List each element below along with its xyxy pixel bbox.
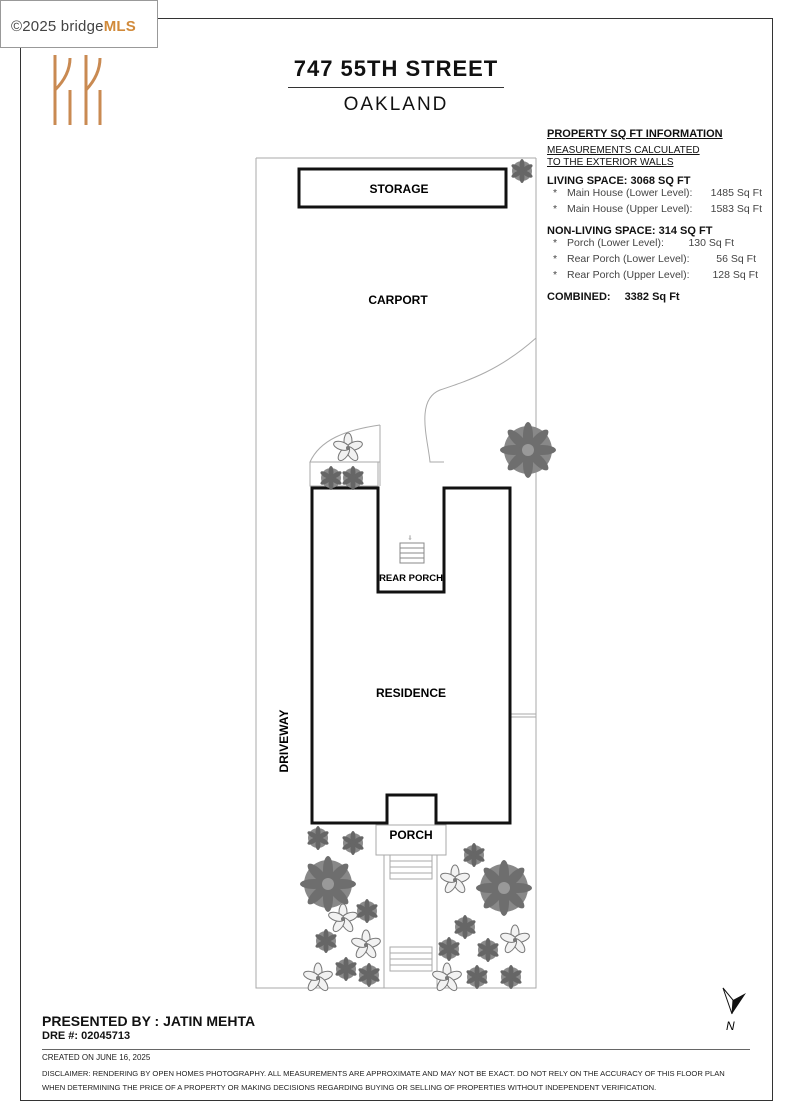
driveway-label: DRIVEWAY bbox=[277, 709, 291, 773]
north-arrow-icon bbox=[723, 988, 746, 1014]
leaf-plant-icon bbox=[499, 925, 530, 954]
residence-label: RESIDENCE bbox=[375, 686, 447, 700]
plant-icon bbox=[341, 831, 364, 855]
plant-icon bbox=[476, 938, 499, 962]
svg-text:⇩: ⇩ bbox=[407, 536, 413, 542]
plant-icon bbox=[499, 965, 522, 989]
shrub-icon bbox=[476, 860, 532, 916]
plant-icon bbox=[357, 963, 380, 987]
plant-icon bbox=[462, 843, 485, 867]
plant-icon bbox=[355, 899, 378, 923]
watermark-text: ©2025 bridgeMLS bbox=[11, 18, 136, 35]
shrub-icon bbox=[300, 856, 356, 912]
plant-icon bbox=[437, 937, 460, 961]
combined-total: COMBINED: 3382 Sq Ft bbox=[547, 291, 680, 303]
leaf-plant-icon bbox=[350, 930, 381, 959]
measurements-note: MEASUREMENTS CALCULATED TO THE EXTERIOR WALLS bbox=[547, 145, 700, 168]
dre-number: DRE #: 02045713 bbox=[42, 1030, 131, 1042]
leaf-plant-icon bbox=[332, 433, 363, 462]
living-space-total: LIVING SPACE: 3068 SQ FT bbox=[547, 175, 691, 187]
plant-icon bbox=[306, 826, 329, 850]
non-living-space-total: NON-LIVING SPACE: 314 SQ FT bbox=[547, 225, 713, 237]
list-item: * Rear Porch (Lower Level): 56 Sq Ft bbox=[553, 253, 756, 265]
property-address: 747 55TH STREET bbox=[293, 56, 499, 81]
carport-label: CARPORT bbox=[368, 293, 428, 307]
list-item: * Main House (Upper Level): 1583 Sq Ft bbox=[553, 203, 762, 215]
rear-porch-label: REAR PORCH bbox=[379, 573, 443, 584]
porch-label: PORCH bbox=[389, 828, 433, 842]
disclaimer-text: DISCLAIMER: RENDERING BY OPEN HOMES PHOTOGRAPHY. ALL MEASUREMENTS ARE APPROXIMATE AND MAY NOT BE EXACT. DO NOT RELY ON THE ACCURACY OF THIS FLOOR PLAN WHEN DETERMINING THE PRICE OF A PROPERTY OR MAKING DECISIONS REGARDING BUYING OR SELLING OF PROPERTIES WITHOUT INDEPENDENT VERIFICATION. bbox=[42, 1069, 725, 1092]
presented-by: PRESENTED BY : JATIN MEHTA bbox=[42, 1013, 256, 1029]
tree-icon bbox=[500, 422, 556, 478]
leaf-plant-icon bbox=[327, 904, 358, 933]
created-date: CREATED ON JUNE 16, 2025 bbox=[42, 1053, 151, 1062]
plant-icon bbox=[465, 965, 488, 989]
property-city: OAKLAND bbox=[343, 94, 449, 115]
plant-icon bbox=[334, 957, 357, 981]
plant-icon bbox=[314, 929, 337, 953]
plant-icon bbox=[453, 915, 476, 939]
plant-icon bbox=[510, 159, 533, 183]
list-item: * Porch (Lower Level): 130 Sq Ft bbox=[553, 237, 734, 249]
storage-label: STORAGE bbox=[369, 182, 429, 196]
leaf-plant-icon bbox=[439, 865, 470, 894]
footer-divider bbox=[42, 1049, 750, 1050]
list-item: * Rear Porch (Upper Level): 128 Sq Ft bbox=[553, 269, 758, 281]
sqft-info-heading: PROPERTY SQ FT INFORMATION bbox=[547, 128, 723, 140]
list-item: * Main House (Lower Level): 1485 Sq Ft bbox=[553, 187, 762, 199]
north-label: N bbox=[726, 1019, 735, 1033]
